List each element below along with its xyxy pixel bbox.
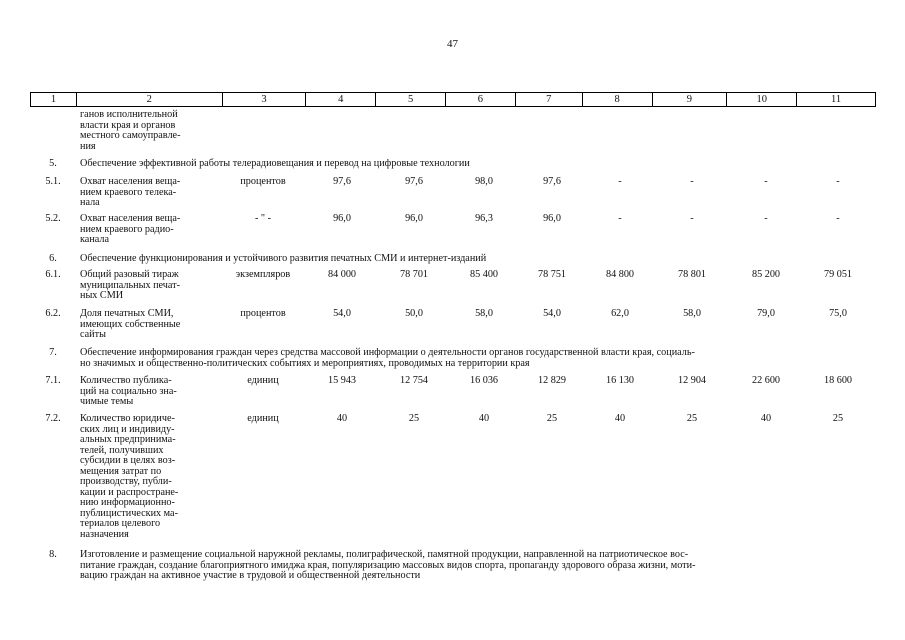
value-cell: 40 bbox=[336, 413, 348, 424]
value-cell: 54,0 bbox=[543, 308, 561, 319]
value-cell: - bbox=[836, 213, 840, 224]
table-header-row bbox=[30, 92, 876, 107]
header-col-1: 1 bbox=[31, 93, 77, 106]
value-cell: 98,0 bbox=[475, 176, 493, 187]
row-number: 7.1. bbox=[45, 375, 61, 386]
value-cell: - bbox=[690, 176, 694, 187]
value-cell: 62,0 bbox=[611, 308, 629, 319]
indicator-name: Количество юридиче- ских лиц и индивиду- альных предпринима- телей, получивших субсидии в целях воз- мещения затрат по производству, публи- кации и распростране- нию информационно- публицистических ма- териалов целевого назначения bbox=[80, 413, 179, 540]
value-cell: 12 754 bbox=[399, 375, 428, 386]
value-cell: - bbox=[690, 213, 694, 224]
unit-cell: процентов bbox=[240, 308, 286, 319]
header-col-10: 10 bbox=[727, 93, 797, 106]
header-col-6: 6 bbox=[446, 93, 516, 106]
section-title: Изготовление и размещение социальной наружной рекламы, полиграфической, памятной продукции, направленной на патриотическое вос- питание граждан, создание благоприятного имиджа края, популяризацию массовых видов спорта, пропаганду здорового образа жизни, моти- вацию граждан на активное участие в трудовой и общественной деятельности bbox=[80, 549, 696, 581]
section-number: 6. bbox=[49, 253, 57, 264]
row-number: 7.2. bbox=[45, 413, 61, 424]
value-cell: 25 bbox=[832, 413, 844, 424]
indicator-name: Общий разовый тираж муниципальных печат- ных СМИ bbox=[80, 269, 181, 301]
section-number: 5. bbox=[49, 158, 57, 169]
header-col-11: 11 bbox=[831, 94, 842, 105]
value-cell: 97,6 bbox=[543, 176, 561, 187]
value-cell: 84 000 bbox=[327, 269, 356, 280]
unit-cell: экземпляров bbox=[235, 269, 291, 280]
value-cell: 25 bbox=[408, 413, 420, 424]
value-cell: 58,0 bbox=[683, 308, 701, 319]
value-cell: 40 bbox=[760, 413, 772, 424]
section-number: 8. bbox=[49, 549, 57, 560]
header-col-3: 3 bbox=[223, 93, 307, 106]
unit-cell: - " - bbox=[254, 213, 272, 224]
value-cell: 12 904 bbox=[677, 375, 706, 386]
header-col-9: 9 bbox=[653, 93, 728, 106]
header-col-4: 4 bbox=[306, 93, 376, 106]
value-cell: 40 bbox=[478, 413, 490, 424]
value-cell: - bbox=[618, 176, 622, 187]
value-cell: 78 751 bbox=[537, 269, 566, 280]
section-title: Обеспечение информирования граждан через средства массовой информации о деятельности органов государственной власти края, социаль- но значимых и общественно-политических событиях и мероприятиях, проводимых на территории края bbox=[80, 347, 695, 369]
row-number: 6.1. bbox=[45, 269, 61, 280]
value-cell: 96,3 bbox=[475, 213, 493, 224]
value-cell: 16 130 bbox=[605, 375, 634, 386]
indicator-name: Охват населения веща- нием краевого телека- нала bbox=[80, 176, 181, 208]
row-number: 6.2. bbox=[45, 308, 61, 319]
value-cell: 58,0 bbox=[475, 308, 493, 319]
continuation-text: ганов исполнительной власти края и органов местного самоуправле- ния bbox=[80, 109, 181, 152]
value-cell: - bbox=[618, 213, 622, 224]
value-cell: 79 051 bbox=[823, 269, 852, 280]
value-cell: 97,6 bbox=[333, 176, 351, 187]
value-cell: - bbox=[764, 213, 768, 224]
header-col-2: 2 bbox=[77, 93, 223, 106]
value-cell: 54,0 bbox=[333, 308, 351, 319]
header-col-8: 8 bbox=[583, 93, 653, 106]
indicator-name: Доля печатных СМИ, имеющих собственные сайты bbox=[80, 308, 181, 340]
page-number: 47 bbox=[447, 38, 458, 50]
row-number: 5.2. bbox=[45, 213, 61, 224]
value-cell: 50,0 bbox=[405, 308, 423, 319]
value-cell: 25 bbox=[686, 413, 698, 424]
section-title: Обеспечение эффективной работы телерадиовещания и перевод на цифровые технологии bbox=[80, 158, 470, 169]
section-title: Обеспечение функционирования и устойчивого развития печатных СМИ и интернет-изданий bbox=[80, 253, 487, 264]
value-cell: 22 600 bbox=[751, 375, 780, 386]
value-cell: 96,0 bbox=[405, 213, 423, 224]
value-cell: 84 800 bbox=[605, 269, 634, 280]
value-cell: 78 701 bbox=[399, 269, 428, 280]
value-cell: 12 829 bbox=[537, 375, 566, 386]
value-cell: 78 801 bbox=[677, 269, 706, 280]
value-cell: 85 400 bbox=[469, 269, 498, 280]
value-cell: 18 600 bbox=[823, 375, 852, 386]
unit-cell: единиц bbox=[247, 375, 279, 386]
value-cell: - bbox=[836, 176, 840, 187]
value-cell: 75,0 bbox=[829, 308, 847, 319]
indicator-name: Охват населения веща- нием краевого радио- канала bbox=[80, 213, 181, 245]
value-cell: 25 bbox=[546, 413, 558, 424]
value-cell: 16 036 bbox=[469, 375, 498, 386]
unit-cell: единиц bbox=[247, 413, 279, 424]
header-col-7: 7 bbox=[516, 93, 583, 106]
indicator-name: Количество публика- ций на социально зна- чимые темы bbox=[80, 375, 177, 407]
unit-cell: процентов bbox=[240, 176, 286, 187]
value-cell: 15 943 bbox=[327, 375, 356, 386]
value-cell: 85 200 bbox=[751, 269, 780, 280]
row-number: 5.1. bbox=[45, 176, 61, 187]
section-number: 7. bbox=[49, 347, 57, 358]
value-cell: 96,0 bbox=[333, 213, 351, 224]
value-cell: 97,6 bbox=[405, 176, 423, 187]
value-cell: - bbox=[764, 176, 768, 187]
value-cell: 96,0 bbox=[543, 213, 561, 224]
value-cell: 79,0 bbox=[757, 308, 775, 319]
value-cell: 40 bbox=[614, 413, 626, 424]
header-col-5: 5 bbox=[376, 93, 446, 106]
